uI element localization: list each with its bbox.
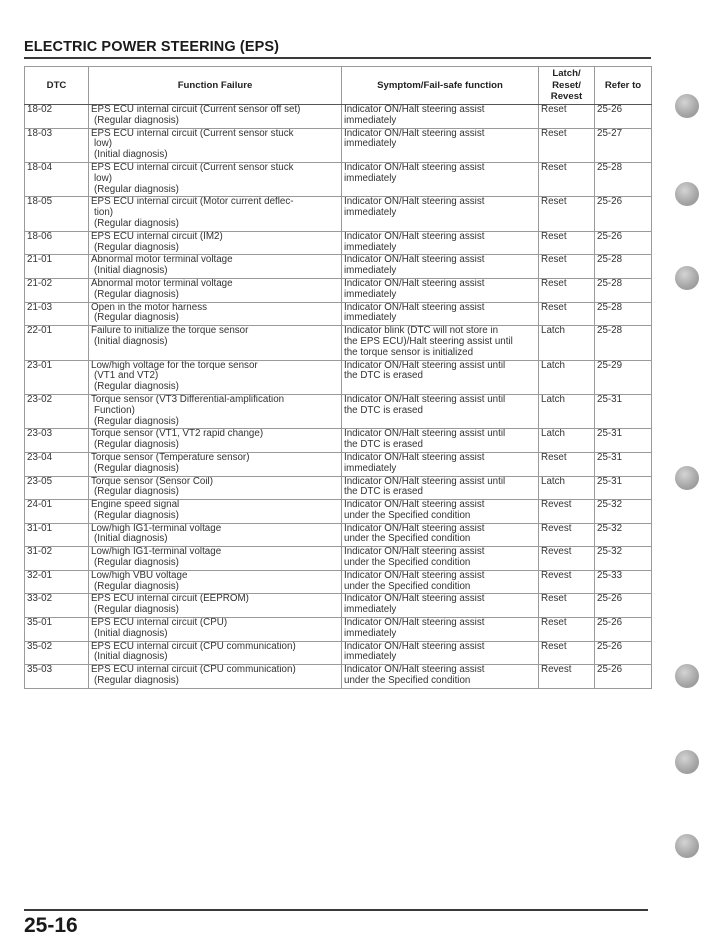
column-header-function-failure: Function Failure (89, 67, 342, 105)
table-row (25, 618, 652, 642)
table-row (25, 231, 652, 255)
symptom-line: Indicator ON/Halt steering assist (344, 452, 485, 463)
dtc-code-cell: 18-02 (25, 105, 89, 129)
table-row (25, 452, 652, 476)
symptom-line: immediately (344, 288, 397, 300)
function-failure-cell (89, 476, 342, 500)
symptom-line: Indicator blink (DTC will not store in (344, 325, 499, 337)
symptom-cell (342, 665, 539, 689)
function-failure-line: (Regular diagnosis) (94, 557, 179, 569)
dtc-code-cell: 18-05 (25, 197, 89, 231)
refer-to-cell: 25-32 (595, 547, 652, 571)
refer-to-cell: 25-29 (595, 360, 652, 394)
symptom-line: the EPS ECU)/Halt steering assist until (344, 335, 513, 347)
function-failure-cell (89, 278, 342, 302)
symptom-line: under the Specified condition (344, 509, 471, 521)
latch-reset-revest-cell: Reset (539, 452, 595, 476)
function-failure-cell (89, 618, 342, 642)
table-row (25, 523, 652, 547)
function-failure-line: low) (94, 138, 112, 150)
refer-to-cell: 25-31 (595, 394, 652, 428)
refer-to-cell: 25-28 (595, 255, 652, 279)
function-failure-line: (Initial diagnosis) (94, 265, 168, 277)
symptom-line: Indicator ON/Halt steering assist (344, 617, 485, 629)
symptom-line: Indicator ON/Halt steering assist (344, 162, 485, 173)
function-failure-line: (Regular diagnosis) (94, 114, 179, 126)
function-failure-line: (Regular diagnosis) (94, 486, 179, 498)
latch-reset-revest-cell: Latch (539, 394, 595, 428)
latch-reset-revest-cell: Revest (539, 665, 595, 689)
function-failure-line: EPS ECU internal circuit (CPU) (91, 617, 228, 629)
function-failure-line: Low/high IG1-terminal voltage (91, 523, 222, 534)
function-failure-cell (89, 523, 342, 547)
function-failure-line: EPS ECU internal circuit (IM2) (91, 231, 223, 242)
function-failure-line: (Initial diagnosis) (94, 627, 168, 639)
symptom-line: Indicator ON/Halt steering assist until (344, 476, 506, 487)
symptom-line: Indicator ON/Halt steering assist (344, 523, 485, 534)
function-failure-cell (89, 547, 342, 571)
latch-reset-revest-cell: Revest (539, 547, 595, 571)
function-failure-line: (Regular diagnosis) (94, 415, 179, 427)
section-tab-marker (675, 664, 699, 688)
table-row (25, 326, 652, 360)
table-row (25, 429, 652, 453)
function-failure-line: EPS ECU internal circuit (Current sensor off set) (91, 104, 301, 115)
section-tab-marker (675, 266, 699, 290)
refer-to-cell: 25-33 (595, 570, 652, 594)
function-failure-line: (Regular diagnosis) (94, 381, 179, 393)
dtc-code-cell: 23-04 (25, 452, 89, 476)
table-row (25, 570, 652, 594)
symptom-cell (342, 594, 539, 618)
dtc-code-cell: 31-02 (25, 547, 89, 571)
table-row (25, 500, 652, 524)
function-failure-line: (Regular diagnosis) (94, 288, 179, 300)
function-failure-cell (89, 128, 342, 162)
function-failure-line: Abnormal motor terminal voltage (91, 278, 233, 289)
symptom-line: immediately (344, 651, 397, 663)
table-row (25, 255, 652, 279)
symptom-cell (342, 360, 539, 394)
function-failure-line: Torque sensor (Sensor Coil) (91, 476, 213, 487)
function-failure-line: (Initial diagnosis) (94, 335, 168, 347)
footer-rule (24, 909, 648, 911)
function-failure-cell (89, 429, 342, 453)
table-row (25, 197, 652, 231)
refer-to-cell: 25-32 (595, 500, 652, 524)
function-failure-cell (89, 594, 342, 618)
function-failure-cell (89, 570, 342, 594)
section-tab-marker (675, 182, 699, 206)
function-failure-line: EPS ECU internal circuit (Current sensor stuck (91, 128, 294, 139)
function-failure-line: (Regular diagnosis) (94, 217, 179, 229)
function-failure-line: (Regular diagnosis) (94, 462, 179, 474)
refer-to-cell: 25-28 (595, 162, 652, 196)
symptom-line: immediately (344, 627, 397, 639)
symptom-cell (342, 302, 539, 326)
symptom-cell (342, 452, 539, 476)
symptom-line: Indicator ON/Halt steering assist (344, 546, 485, 558)
symptom-line: Indicator ON/Halt steering assist (344, 231, 485, 242)
table-row (25, 547, 652, 571)
function-failure-cell (89, 394, 342, 428)
function-failure-cell (89, 162, 342, 196)
dtc-code-cell: 31-01 (25, 523, 89, 547)
symptom-line: immediately (344, 604, 397, 616)
function-failure-line: (VT1 and VT2) (94, 370, 159, 382)
table-row (25, 162, 652, 196)
symptom-cell (342, 231, 539, 255)
latch-reset-revest-cell: Reset (539, 128, 595, 162)
table-row (25, 105, 652, 129)
function-failure-line: EPS ECU internal circuit (CPU communication) (91, 664, 296, 676)
symptom-line: the torque sensor is initialized (344, 346, 474, 358)
latch-reset-revest-cell: Reset (539, 302, 595, 326)
symptom-line: immediately (344, 265, 397, 277)
symptom-line: the DTC is erased (344, 486, 423, 498)
function-failure-line: EPS ECU internal circuit (Current sensor stuck (91, 162, 294, 173)
refer-to-cell: 25-27 (595, 128, 652, 162)
function-failure-line: Torque sensor (Temperature sensor) (91, 452, 250, 463)
function-failure-line: Low/high VBU voltage (91, 570, 188, 581)
page-number: 25-16 (24, 914, 78, 937)
table-row (25, 278, 652, 302)
refer-to-cell: 25-31 (595, 452, 652, 476)
table-row (25, 641, 652, 665)
refer-to-cell: 25-26 (595, 105, 652, 129)
table-row (25, 360, 652, 394)
symptom-line: immediately (344, 114, 397, 126)
function-failure-cell (89, 302, 342, 326)
column-header-refer-to: Refer to (595, 67, 652, 105)
table-header-row (25, 67, 652, 105)
function-failure-line: (Regular diagnosis) (94, 604, 179, 616)
symptom-line: the DTC is erased (344, 404, 423, 416)
symptom-cell (342, 162, 539, 196)
dtc-code-cell: 35-03 (25, 665, 89, 689)
function-failure-line: EPS ECU internal circuit (CPU communication) (91, 641, 296, 652)
function-failure-cell (89, 452, 342, 476)
function-failure-cell (89, 231, 342, 255)
symptom-line: Indicator ON/Halt steering assist (344, 128, 485, 139)
symptom-line: Indicator ON/Halt steering assist (344, 664, 485, 676)
page-title: ELECTRIC POWER STEERING (EPS) (24, 39, 280, 55)
latch-reset-revest-cell: Reset (539, 618, 595, 642)
symptom-line: under the Specified condition (344, 580, 471, 592)
symptom-cell (342, 105, 539, 129)
symptom-line: Indicator ON/Halt steering assist until (344, 360, 506, 371)
dtc-code-cell: 22-01 (25, 326, 89, 360)
refer-to-cell: 25-26 (595, 641, 652, 665)
refer-to-cell: 25-26 (595, 618, 652, 642)
function-failure-line: (Regular diagnosis) (94, 509, 179, 521)
latch-header-line: Reset/ (552, 79, 581, 91)
symptom-line: Indicator ON/Halt steering assist (344, 302, 485, 313)
symptom-line: Indicator ON/Halt steering assist (344, 641, 485, 652)
symptom-line: Indicator ON/Halt steering assist (344, 593, 485, 605)
dtc-code-cell: 23-05 (25, 476, 89, 500)
latch-reset-revest-cell: Revest (539, 570, 595, 594)
function-failure-cell (89, 255, 342, 279)
symptom-line: Indicator ON/Halt steering assist (344, 278, 485, 289)
column-header-dtc: DTC (25, 67, 89, 105)
symptom-line: under the Specified condition (344, 675, 471, 687)
refer-to-cell: 25-26 (595, 594, 652, 618)
latch-reset-revest-cell: Latch (539, 360, 595, 394)
symptom-cell (342, 255, 539, 279)
symptom-cell (342, 476, 539, 500)
function-failure-line: (Regular diagnosis) (94, 580, 179, 592)
section-tab-marker (675, 834, 699, 858)
function-failure-line: (Initial diagnosis) (94, 651, 168, 663)
symptom-cell (342, 394, 539, 428)
function-failure-cell (89, 105, 342, 129)
column-header-latch-reset-revest (539, 67, 595, 105)
latch-reset-revest-cell: Reset (539, 231, 595, 255)
refer-to-cell: 25-28 (595, 326, 652, 360)
dtc-code-cell: 23-02 (25, 394, 89, 428)
function-failure-cell (89, 326, 342, 360)
table-body (25, 105, 652, 689)
symptom-line: immediately (344, 172, 397, 184)
function-failure-line: Open in the motor harness (91, 302, 207, 313)
symptom-cell (342, 128, 539, 162)
dtc-code-cell: 23-01 (25, 360, 89, 394)
symptom-line: the DTC is erased (344, 439, 423, 451)
table-row (25, 665, 652, 689)
function-failure-line: Torque sensor (VT1, VT2 rapid change) (91, 428, 264, 440)
section-tab-marker (675, 466, 699, 490)
refer-to-cell: 25-28 (595, 302, 652, 326)
symptom-line: Indicator ON/Halt steering assist (344, 196, 485, 208)
symptom-cell (342, 197, 539, 231)
function-failure-line: EPS ECU internal circuit (EEPROM) (91, 593, 249, 605)
table-row (25, 302, 652, 326)
function-failure-line: (Regular diagnosis) (94, 241, 179, 253)
function-failure-line: EPS ECU internal circuit (Motor current deflec- (91, 196, 294, 208)
latch-reset-revest-cell: Revest (539, 500, 595, 524)
symptom-cell (342, 326, 539, 360)
refer-to-cell: 25-31 (595, 476, 652, 500)
latch-reset-revest-cell: Revest (539, 523, 595, 547)
refer-to-cell: 25-26 (595, 665, 652, 689)
latch-reset-revest-cell: Latch (539, 326, 595, 360)
symptom-line: Indicator ON/Halt steering assist until (344, 428, 506, 440)
symptom-cell (342, 641, 539, 665)
table-row (25, 394, 652, 428)
dtc-code-cell: 21-01 (25, 255, 89, 279)
refer-to-cell: 25-32 (595, 523, 652, 547)
latch-reset-revest-cell: Reset (539, 278, 595, 302)
latch-reset-revest-cell: Reset (539, 594, 595, 618)
function-failure-line: Failure to initialize the torque sensor (91, 325, 249, 337)
symptom-line: Indicator ON/Halt steering assist (344, 570, 485, 581)
refer-to-cell: 25-26 (595, 231, 652, 255)
function-failure-line: (Regular diagnosis) (94, 312, 179, 324)
dtc-code-cell: 24-01 (25, 500, 89, 524)
symptom-cell (342, 570, 539, 594)
symptom-line: immediately (344, 241, 397, 253)
latch-reset-revest-cell: Reset (539, 255, 595, 279)
dtc-code-cell: 35-02 (25, 641, 89, 665)
symptom-cell (342, 523, 539, 547)
function-failure-line: Low/high IG1-terminal voltage (91, 546, 222, 558)
symptom-cell (342, 278, 539, 302)
dtc-table (24, 66, 652, 689)
function-failure-line: Torque sensor (VT3 Differential-amplification (91, 394, 285, 405)
symptom-line: under the Specified condition (344, 557, 471, 569)
function-failure-line: low) (94, 172, 112, 184)
symptom-cell (342, 500, 539, 524)
dtc-code-cell: 32-01 (25, 570, 89, 594)
column-header-symptom: Symptom/Fail-safe function (342, 67, 539, 105)
function-failure-line: (Initial diagnosis) (94, 149, 168, 161)
refer-to-cell: 25-26 (595, 197, 652, 231)
latch-reset-revest-cell: Reset (539, 641, 595, 665)
refer-to-cell: 25-28 (595, 278, 652, 302)
dtc-code-cell: 18-04 (25, 162, 89, 196)
symptom-line: immediately (344, 138, 397, 150)
latch-header-line: Latch/ (552, 68, 581, 80)
title-rule (24, 57, 651, 59)
symptom-line: Indicator ON/Halt steering assist (344, 254, 485, 266)
symptom-cell (342, 547, 539, 571)
latch-reset-revest-cell: Reset (539, 162, 595, 196)
symptom-line: under the Specified condition (344, 533, 471, 545)
latch-reset-revest-cell: Latch (539, 429, 595, 453)
symptom-cell (342, 429, 539, 453)
function-failure-line: Low/high voltage for the torque sensor (91, 360, 258, 371)
symptom-line: the DTC is erased (344, 370, 423, 382)
latch-reset-revest-cell: Reset (539, 105, 595, 129)
symptom-line: Indicator ON/Halt steering assist (344, 499, 485, 511)
dtc-code-cell: 33-02 (25, 594, 89, 618)
function-failure-cell (89, 641, 342, 665)
function-failure-line: (Regular diagnosis) (94, 183, 179, 195)
section-tab-marker (675, 750, 699, 774)
function-failure-line: Abnormal motor terminal voltage (91, 254, 233, 266)
latch-reset-revest-cell: Latch (539, 476, 595, 500)
dtc-code-cell: 35-01 (25, 618, 89, 642)
dtc-code-cell: 18-06 (25, 231, 89, 255)
function-failure-line: Engine speed signal (91, 499, 180, 511)
table-row (25, 128, 652, 162)
symptom-line: immediately (344, 207, 397, 219)
refer-to-cell: 25-31 (595, 429, 652, 453)
dtc-code-cell: 23-03 (25, 429, 89, 453)
function-failure-cell (89, 360, 342, 394)
latch-header-line: Revest (550, 91, 583, 103)
symptom-cell (342, 618, 539, 642)
function-failure-cell (89, 197, 342, 231)
symptom-line: Indicator ON/Halt steering assist until (344, 394, 506, 405)
function-failure-cell (89, 500, 342, 524)
section-tab-marker (675, 94, 699, 118)
function-failure-line: (Regular diagnosis) (94, 439, 179, 451)
latch-reset-revest-cell: Reset (539, 197, 595, 231)
dtc-code-cell: 18-03 (25, 128, 89, 162)
table-row (25, 476, 652, 500)
function-failure-line: tion) (94, 207, 114, 219)
symptom-line: Indicator ON/Halt steering assist (344, 104, 485, 115)
function-failure-line: Function) (94, 404, 135, 416)
symptom-line: immediately (344, 462, 397, 474)
function-failure-line: (Initial diagnosis) (94, 533, 168, 545)
dtc-code-cell: 21-03 (25, 302, 89, 326)
function-failure-cell (89, 665, 342, 689)
function-failure-line: (Regular diagnosis) (94, 675, 179, 687)
table-row (25, 594, 652, 618)
symptom-line: immediately (344, 312, 397, 324)
dtc-code-cell: 21-02 (25, 278, 89, 302)
